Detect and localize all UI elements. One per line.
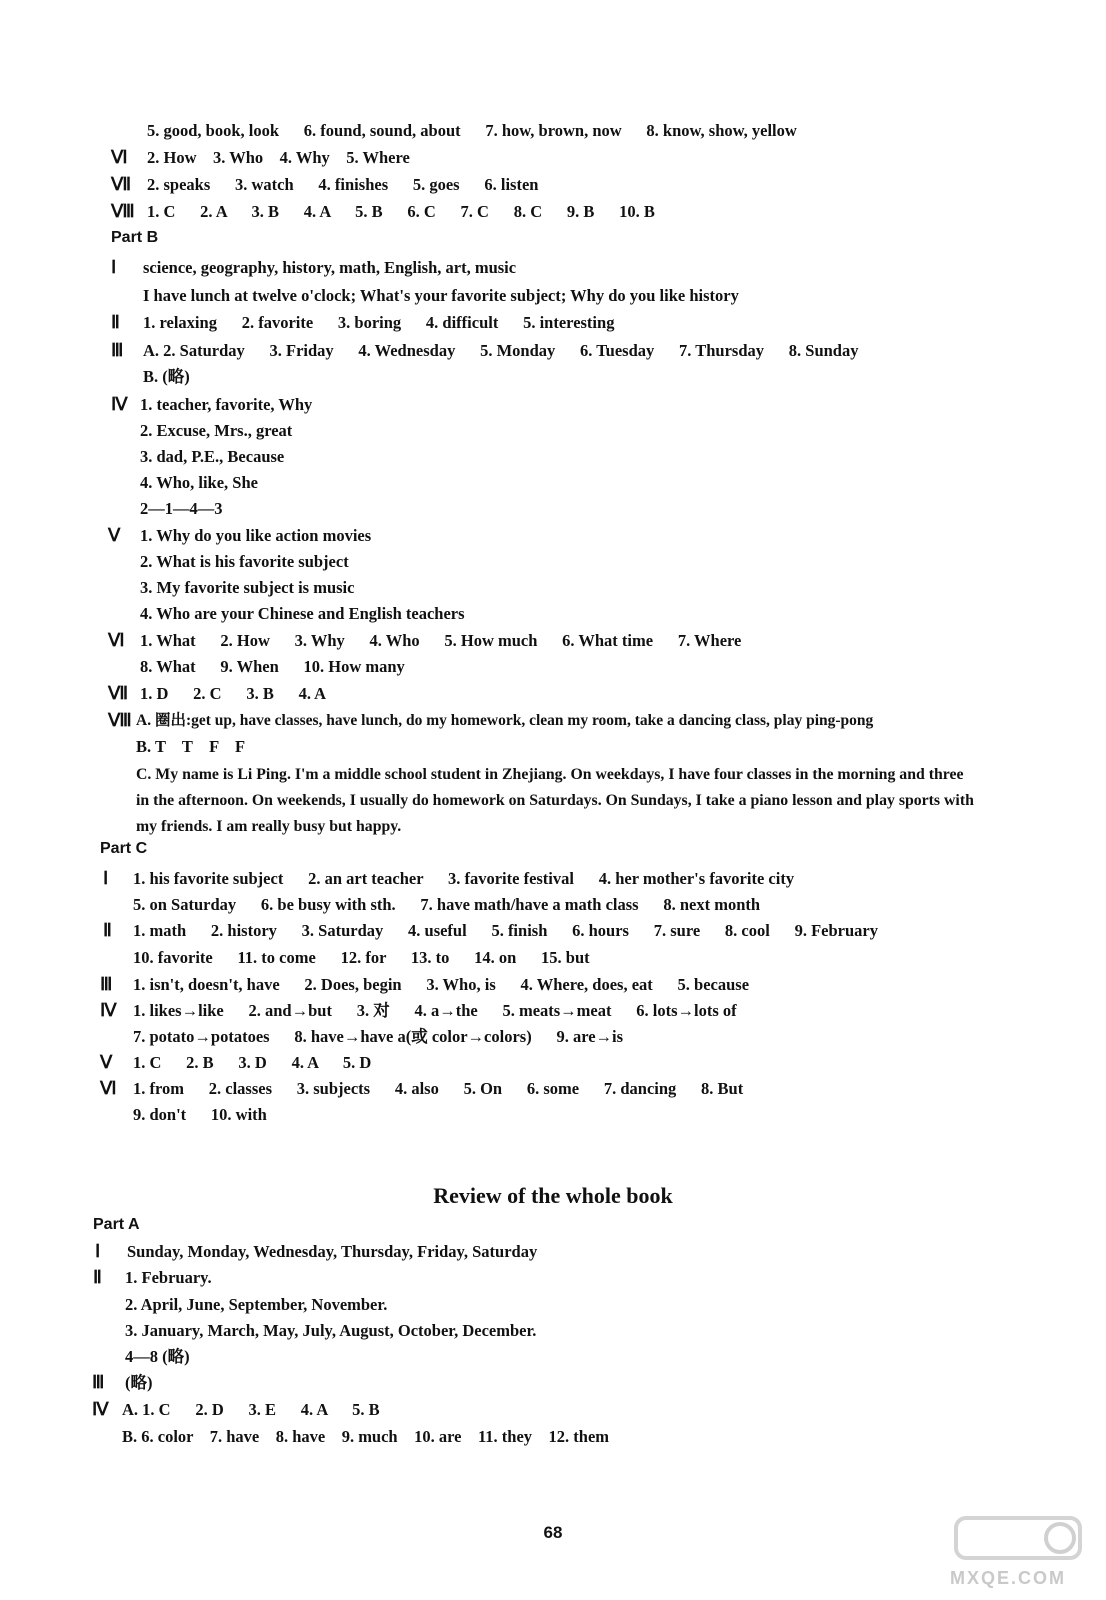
- answer-line: A. 2. Saturday 3. Friday 4. Wednesday 5. Monday 6. Tuesday 7. Thursday 8. Sunday: [143, 341, 859, 360]
- page-number: 68: [543, 1523, 563, 1542]
- section-numeral: Ⅱ: [111, 312, 120, 332]
- section-numeral: Ⅳ: [92, 1399, 109, 1419]
- answer-line: science, geography, history, math, English, art, music: [143, 258, 517, 277]
- answer-paragraph-line: C. My name is Li Ping. I'm a middle school student in Zhejiang. On weekdays, I have four classes in the morning and three: [136, 766, 964, 783]
- answer-line: 1. his favorite subject 2. an art teacher 3. favorite festival 4. her mother's favorite city: [133, 869, 795, 888]
- answer-line: 1. isn't, doesn't, have 2. Does, begin 3. Who, is 4. Where, does, eat 5. because: [133, 975, 750, 994]
- answer-line: 5. good, book, look 6. found, sound, about 7. how, brown, now 8. know, show, yellow: [147, 121, 797, 140]
- section-numeral: Ⅷ: [108, 710, 132, 730]
- answer-line: 2. How 3. Who 4. Why 5. Where: [147, 148, 410, 167]
- section-numeral: Ⅷ: [111, 201, 135, 221]
- answer-line: 1. teacher, favorite, Why: [140, 395, 313, 414]
- answer-line: 1. February.: [125, 1268, 212, 1287]
- review-part-a-heading: Part A: [93, 1216, 140, 1233]
- answer-line: 1. math 2. history 3. Saturday 4. useful 5. finish 6. hours 7. sure 8. cool 9. February: [133, 921, 878, 940]
- answer-line: 9. don't 10. with: [133, 1105, 267, 1124]
- answer-line: A. 圈出:get up, have classes, have lunch, do my homework, clean my room, take a dancing class, play ping-pong: [136, 712, 874, 729]
- answer-line: 1. What 2. How 3. Why 4. Who 5. How much 6. What time 7. Where: [140, 631, 742, 650]
- section-numeral: Ⅰ: [95, 1241, 101, 1261]
- answer-line: Sunday, Monday, Wednesday, Thursday, Friday, Saturday: [127, 1242, 538, 1261]
- section-numeral: Ⅶ: [111, 174, 132, 194]
- section-numeral: Ⅱ: [103, 920, 112, 940]
- part-b-heading: Part B: [111, 229, 159, 246]
- answer-line: 3. January, March, May, July, August, October, December.: [125, 1321, 537, 1340]
- section-numeral: Ⅵ: [100, 1078, 117, 1098]
- review-title: Review of the whole book: [433, 1183, 673, 1208]
- answer-line: B. (略): [143, 367, 190, 386]
- answer-line: B. T T F F: [136, 737, 246, 756]
- answer-line: 3. My favorite subject is music: [140, 578, 355, 597]
- watermark-circle: [1046, 1524, 1074, 1552]
- answer-line: 1. C 2. A 3. B 4. A 5. B 6. C 7. C 8. C 9. B 10. B: [147, 202, 655, 221]
- section-numeral: Ⅵ: [108, 630, 125, 650]
- answer-line: 1. relaxing 2. favorite 3. boring 4. difficult 5. interesting: [143, 313, 615, 332]
- answer-line: 1. from 2. classes 3. subjects 4. also 5. On 6. some 7. dancing 8. But: [133, 1079, 744, 1098]
- section-numeral: Ⅲ: [111, 340, 124, 360]
- answer-line: 4—8 (略): [125, 1347, 190, 1366]
- part-c-heading: Part C: [100, 840, 148, 857]
- answer-line: 10. favorite 11. to come 12. for 13. to 14. on 15. but: [133, 948, 590, 967]
- answer-line: 1. Why do you like action movies: [140, 526, 372, 545]
- answer-line: 2—1—4—3: [140, 499, 223, 518]
- answer-line: 1. C 2. B 3. D 4. A 5. D: [133, 1053, 372, 1072]
- answer-line: 3. dad, P.E., Because: [140, 447, 285, 466]
- section-numeral: Ⅶ: [108, 683, 129, 703]
- watermark-text: MXQE.COM: [950, 1568, 1067, 1588]
- answer-line: 1. likes→like 2. and→but 3. 对 4. a→the 5. meats→meat 6. lots→lots of: [133, 1001, 737, 1020]
- answer-paragraph-line: in the afternoon. On weekends, I usually do homework on Saturdays. On Sundays, I take a piano lesson and play sports with: [136, 792, 974, 809]
- answer-line: 4. Who, like, She: [140, 473, 258, 492]
- section-numeral: Ⅰ: [111, 257, 117, 277]
- section-numeral: Ⅱ: [93, 1267, 102, 1287]
- section-numeral: Ⅵ: [111, 147, 128, 167]
- answer-line: (略): [125, 1373, 153, 1392]
- watermark-logo: [938, 1512, 1098, 1592]
- answer-line: 4. Who are your Chinese and English teachers: [140, 604, 465, 623]
- answer-line: 2. speaks 3. watch 4. finishes 5. goes 6. listen: [147, 175, 539, 194]
- answer-line: A. 1. C 2. D 3. E 4. A 5. B: [122, 1400, 380, 1419]
- answer-line: 2. Excuse, Mrs., great: [140, 421, 293, 440]
- answer-line: 8. What 9. When 10. How many: [140, 657, 405, 676]
- section-numeral: Ⅲ: [100, 974, 113, 994]
- section-numeral: Ⅰ: [103, 868, 109, 888]
- answer-line: I have lunch at twelve o'clock; What's your favorite subject; Why do you like history: [143, 286, 739, 305]
- answer-line: B. 6. color 7. have 8. have 9. much 10. are 11. they 12. them: [122, 1427, 610, 1446]
- answer-line: 1. D 2. C 3. B 4. A: [140, 684, 327, 703]
- answer-line: 2. April, June, September, November.: [125, 1295, 388, 1314]
- section-numeral: Ⅳ: [100, 1000, 117, 1020]
- section-numeral: Ⅴ: [108, 525, 121, 545]
- section-numeral: Ⅲ: [92, 1372, 105, 1392]
- answer-line: 7. potato→potatoes 8. have→have a(或 color→colors) 9. are→is: [133, 1027, 624, 1046]
- section-numeral: Ⅴ: [100, 1052, 113, 1072]
- section-numeral: Ⅳ: [111, 394, 128, 414]
- answer-line: 5. on Saturday 6. be busy with sth. 7. have math/have a math class 8. next month: [133, 895, 761, 914]
- answer-paragraph-line: my friends. I am really busy but happy.: [136, 818, 402, 835]
- answer-line: 2. What is his favorite subject: [140, 552, 349, 571]
